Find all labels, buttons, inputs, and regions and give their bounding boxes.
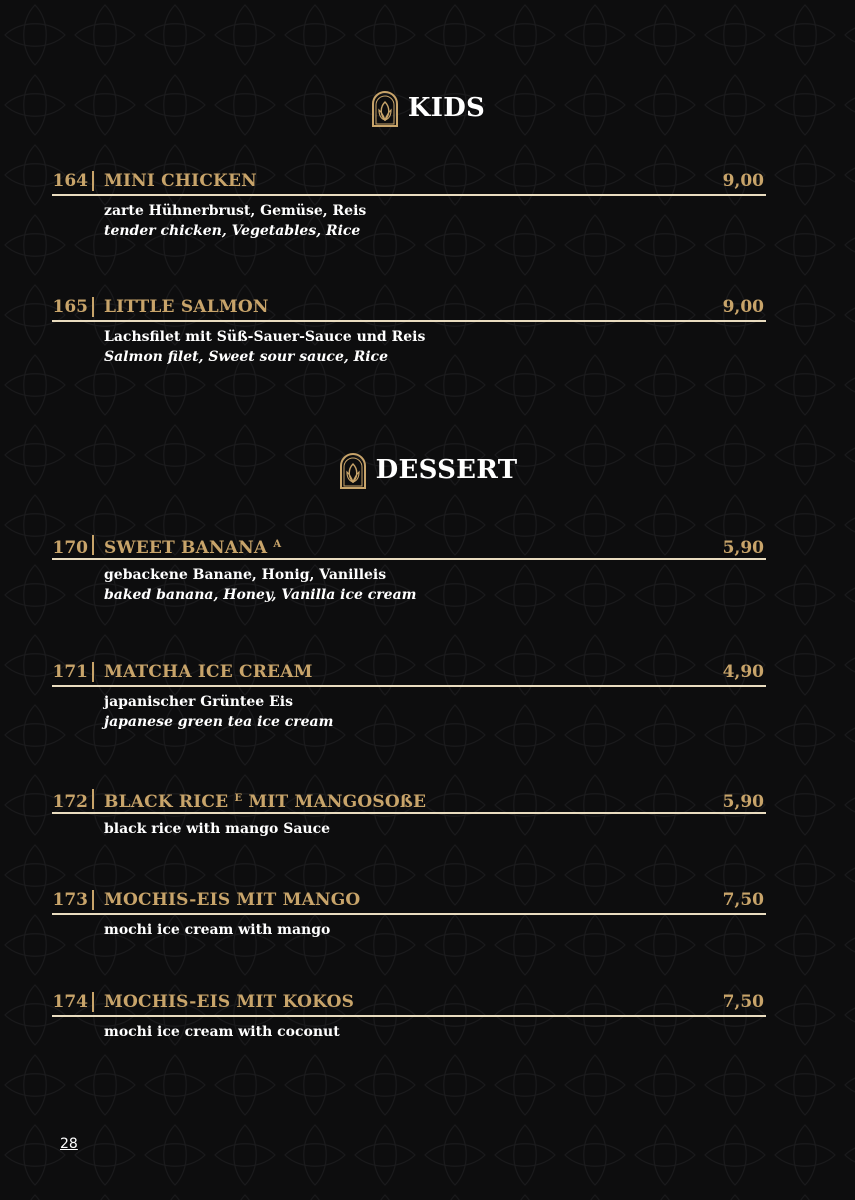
item-number: 171 — [52, 662, 88, 682]
item-name: LITTLE SALMON — [104, 297, 269, 317]
section-title-dessert — [0, 450, 855, 490]
menu-item — [52, 989, 766, 1042]
menu-item — [52, 532, 766, 605]
allergen-code: A — [273, 539, 282, 550]
lotus-arch-emblem-icon — [338, 450, 368, 490]
menu-item — [52, 887, 766, 940]
separator-bar — [92, 789, 94, 809]
separator-bar — [92, 171, 94, 191]
page-number: 28 — [60, 1136, 78, 1152]
item-description-de: Lachsfilet mit Süß-Sauer-Sauce und Reis — [104, 329, 426, 345]
item-name: MOCHIS-EIS MIT KOKOS — [104, 992, 355, 1012]
item-number: 172 — [52, 792, 88, 812]
section-title-text: KIDS — [407, 93, 486, 123]
item-name: MATCHA ICE CREAM — [104, 662, 313, 682]
item-description-en: Salmon filet, Sweet sour sauce, Rice — [104, 349, 388, 365]
menu-item-header — [52, 168, 766, 196]
menu-item — [52, 168, 766, 241]
separator-bar — [92, 297, 94, 317]
item-number: 173 — [52, 890, 88, 910]
item-description-de: zarte Hühnerbrust, Gemüse, Reis — [104, 203, 367, 219]
item-number: 164 — [52, 171, 88, 191]
item-description-en: japanese green tea ice cream — [104, 714, 334, 730]
menu-item-header — [52, 887, 766, 915]
item-description: black rice with mango Sauce — [104, 821, 331, 837]
section-title-text: DESSERT — [375, 455, 518, 485]
item-number: 174 — [52, 992, 88, 1012]
section-title-kids — [0, 88, 855, 128]
item-description: mochi ice cream with coconut — [104, 1024, 340, 1040]
menu-item — [52, 786, 766, 839]
item-number: 170 — [52, 538, 88, 558]
menu-item — [52, 659, 766, 732]
separator-bar — [92, 535, 94, 555]
item-name: SWEET BANANA $^A$ — [104, 538, 282, 558]
item-name: MOCHIS-EIS MIT MANGO — [104, 890, 361, 910]
item-description-de: gebackene Banane, Honig, Vanilleis — [104, 567, 387, 583]
separator-bar — [92, 992, 94, 1012]
allergen-code: E — [234, 793, 243, 804]
menu-item-header — [52, 532, 766, 560]
menu-item-header — [52, 786, 766, 814]
menu-item — [52, 294, 766, 367]
item-price: 9,00 — [722, 171, 764, 191]
lotus-arch-emblem-icon — [370, 88, 400, 128]
separator-bar — [92, 662, 94, 682]
item-description-en: baked banana, Honey, Vanilla ice cream — [104, 587, 417, 603]
item-name: BLACK RICE $^E$ MIT MANGOSOßE — [104, 792, 427, 812]
item-price: 5,90 — [722, 792, 764, 812]
item-description-en: tender chicken, Vegetables, Rice — [104, 223, 361, 239]
item-name: MINI CHICKEN — [104, 171, 257, 191]
item-price: 5,90 — [722, 538, 764, 558]
item-price: 4,90 — [722, 662, 764, 682]
menu-item-header — [52, 294, 766, 322]
item-description: mochi ice cream with mango — [104, 922, 331, 938]
item-number: 165 — [52, 297, 88, 317]
menu-item-header — [52, 989, 766, 1017]
menu-item-header — [52, 659, 766, 687]
item-price: 7,50 — [722, 890, 764, 910]
separator-bar — [92, 890, 94, 910]
item-price: 9,00 — [722, 297, 764, 317]
item-description-de: japanischer Grüntee Eis — [104, 694, 293, 710]
item-price: 7,50 — [722, 992, 764, 1012]
